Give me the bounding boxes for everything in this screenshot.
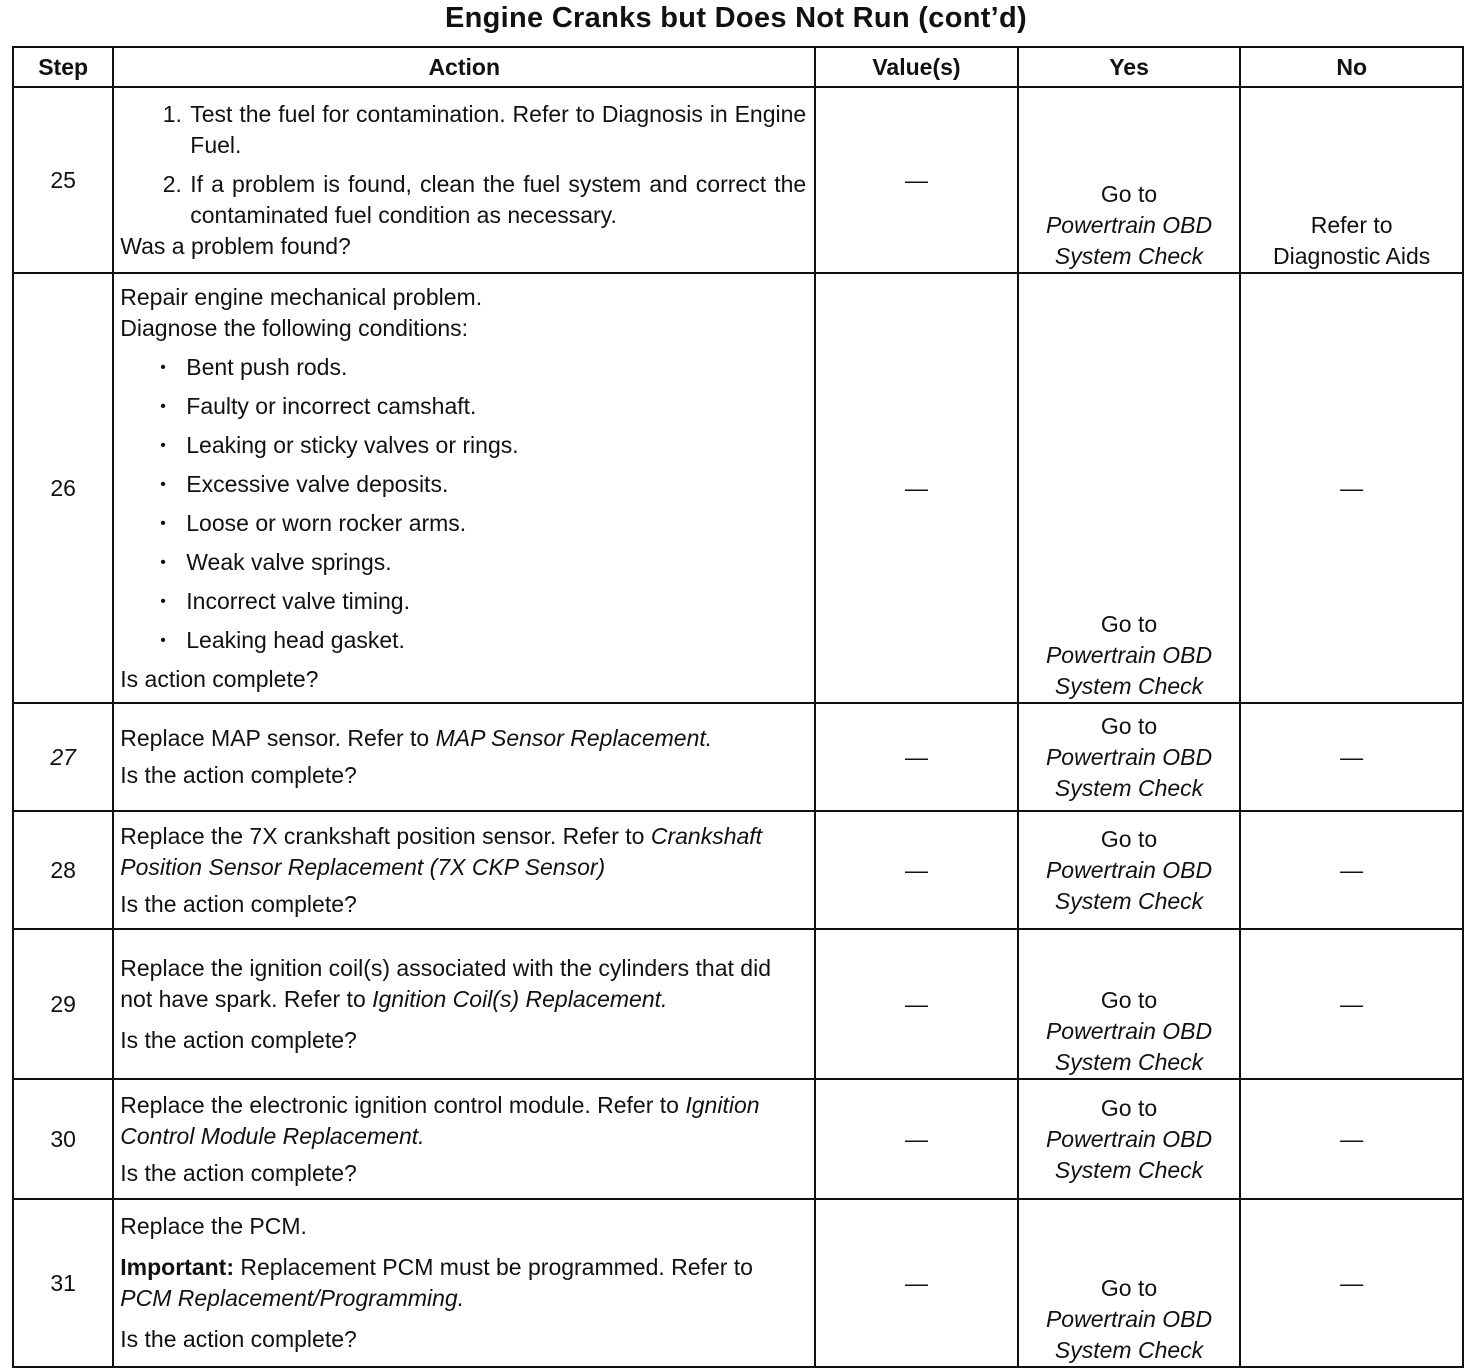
important-label: Important: bbox=[120, 1254, 234, 1280]
dash-value: — bbox=[1340, 474, 1364, 501]
yes-cell bbox=[1018, 1079, 1241, 1199]
action-steps-list bbox=[120, 99, 806, 231]
yes-link-line2[interactable]: System Check bbox=[1054, 887, 1204, 914]
action-reference-link[interactable]: MAP Sensor Replacement. bbox=[435, 725, 713, 751]
yes-cell bbox=[1018, 929, 1241, 1079]
step-number: 29 bbox=[13, 929, 113, 1079]
action-cell bbox=[113, 929, 815, 1079]
yes-link[interactable]: Powertrain OBD bbox=[1045, 1306, 1213, 1332]
yes-link[interactable]: Powertrain OBD bbox=[1045, 856, 1213, 883]
header-no: No bbox=[1240, 47, 1463, 87]
dash-value: — bbox=[1340, 1269, 1364, 1296]
action-text-plain: Replace the 7X crankshaft position sensor. Refer to bbox=[120, 822, 645, 849]
step-number: 27 bbox=[13, 703, 113, 811]
no-refer-to: Refer to bbox=[1310, 212, 1393, 238]
list-item: • Leaking head gasket. bbox=[186, 621, 806, 660]
no-cell bbox=[1240, 273, 1463, 703]
step-number: 26 bbox=[13, 273, 113, 703]
no-cell bbox=[1240, 1199, 1463, 1367]
action-cell bbox=[113, 87, 815, 273]
yes-link-line2[interactable]: System Check bbox=[1054, 1156, 1204, 1183]
yes-go-to: Go to bbox=[1100, 181, 1158, 207]
table-row bbox=[13, 929, 1463, 1079]
action-text-plain: Replace MAP sensor. Refer to bbox=[120, 725, 430, 751]
step-number: 25 bbox=[13, 87, 113, 273]
action-cell bbox=[113, 1199, 815, 1367]
yes-cell bbox=[1018, 811, 1241, 929]
action-reference-link[interactable]: Ignition Coil(s) Replacement. bbox=[372, 985, 668, 1012]
action-text bbox=[120, 1090, 806, 1152]
yes-go-to: Go to bbox=[1100, 712, 1158, 739]
dash-value: — bbox=[904, 1125, 928, 1152]
action-text-plain: Replace the electronic ignition control module. Refer to bbox=[120, 1091, 679, 1118]
dash-value: — bbox=[1340, 743, 1364, 770]
table-row bbox=[13, 811, 1463, 929]
value-cell bbox=[815, 929, 1018, 1079]
action-reference-link[interactable]: Ignition Control Module Replacement. bbox=[120, 1091, 760, 1149]
action-question: Is the action complete? bbox=[120, 1159, 357, 1186]
yes-link[interactable]: Powertrain OBD bbox=[1045, 1018, 1213, 1044]
action-text: Repair engine mechanical problem. bbox=[120, 283, 483, 310]
important-note bbox=[120, 1252, 806, 1314]
no-cell bbox=[1240, 703, 1463, 811]
action-question: Is the action complete? bbox=[120, 890, 357, 917]
action-question: Is the action complete? bbox=[120, 1326, 357, 1352]
yes-link-line2[interactable]: System Check bbox=[1054, 1337, 1204, 1363]
document-title: Engine Cranks but Does Not Run (cont’d) bbox=[444, 2, 1028, 34]
value-cell bbox=[815, 273, 1018, 703]
action-text bbox=[120, 723, 806, 754]
action-cell bbox=[113, 811, 815, 929]
action-text bbox=[120, 953, 806, 1015]
list-item: 1. Test the fuel for contamination. Refer to Diagnosis in Engine Fuel. bbox=[188, 99, 806, 161]
yes-cell bbox=[1018, 1199, 1241, 1367]
list-item: • Incorrect valve timing. bbox=[186, 582, 806, 621]
yes-go-to: Go to bbox=[1100, 987, 1158, 1013]
dash-value: — bbox=[904, 166, 928, 193]
dash-value: — bbox=[904, 474, 928, 501]
header-action: Action bbox=[113, 47, 815, 87]
action-question: Was a problem found? bbox=[120, 232, 351, 259]
table-header-row bbox=[13, 47, 1463, 87]
yes-link-line2[interactable]: System Check bbox=[1054, 774, 1204, 801]
list-item: • Loose or worn rocker arms. bbox=[186, 504, 806, 543]
table-row bbox=[13, 87, 1463, 273]
action-reference-link[interactable]: PCM Replacement/Programming. bbox=[120, 1285, 465, 1311]
value-cell bbox=[815, 87, 1018, 273]
yes-go-to: Go to bbox=[1100, 1275, 1158, 1301]
dash-value: — bbox=[1340, 856, 1364, 883]
table-row bbox=[13, 703, 1463, 811]
diagnostic-table bbox=[12, 46, 1464, 1368]
yes-link-line2[interactable]: System Check bbox=[1054, 243, 1204, 269]
yes-go-to: Go to bbox=[1100, 611, 1158, 637]
table-row bbox=[13, 1079, 1463, 1199]
value-cell bbox=[815, 703, 1018, 811]
yes-cell bbox=[1018, 273, 1241, 703]
yes-link-line2[interactable]: System Check bbox=[1054, 1049, 1204, 1075]
no-cell bbox=[1240, 1079, 1463, 1199]
no-cell bbox=[1240, 811, 1463, 929]
yes-cell bbox=[1018, 87, 1241, 273]
value-cell bbox=[815, 1079, 1018, 1199]
yes-link-line2[interactable]: System Check bbox=[1054, 673, 1204, 699]
list-item: • Faulty or incorrect camshaft. bbox=[186, 387, 806, 426]
table-row bbox=[13, 273, 1463, 703]
action-text: Replace the PCM. bbox=[120, 1213, 307, 1239]
dash-value: — bbox=[904, 856, 928, 883]
action-cell bbox=[113, 703, 815, 811]
dash-value: — bbox=[1340, 990, 1364, 1017]
action-question: Is action complete? bbox=[120, 665, 319, 692]
important-text: Replacement PCM must be programmed. Refer to bbox=[240, 1254, 753, 1280]
conditions-list bbox=[120, 348, 806, 660]
yes-link[interactable]: Powertrain OBD bbox=[1045, 1125, 1213, 1152]
list-item: • Excessive valve deposits. bbox=[186, 465, 806, 504]
header-step: Step bbox=[13, 47, 113, 87]
step-number: 31 bbox=[13, 1199, 113, 1367]
no-link[interactable]: Diagnostic Aids bbox=[1273, 243, 1431, 269]
header-yes: Yes bbox=[1018, 47, 1241, 87]
yes-link[interactable]: Powertrain OBD bbox=[1045, 743, 1213, 770]
dash-value: — bbox=[904, 1269, 928, 1296]
yes-link[interactable]: Powertrain OBD bbox=[1045, 212, 1213, 238]
value-cell bbox=[815, 811, 1018, 929]
yes-go-to: Go to bbox=[1100, 1094, 1158, 1121]
step-number: 28 bbox=[13, 811, 113, 929]
action-text bbox=[120, 821, 806, 883]
yes-go-to: Go to bbox=[1100, 825, 1158, 852]
value-cell bbox=[815, 1199, 1018, 1367]
header-values: Value(s) bbox=[815, 47, 1018, 87]
list-item: • Leaking or sticky valves or rings. bbox=[186, 426, 806, 465]
action-question: Is the action complete? bbox=[120, 762, 357, 788]
list-item: • Weak valve springs. bbox=[186, 543, 806, 582]
action-cell bbox=[113, 273, 815, 703]
step-number: 30 bbox=[13, 1079, 113, 1199]
yes-cell bbox=[1018, 703, 1241, 811]
action-reference-link[interactable]: Crankshaft Position Sensor Replacement (7X CKP Sensor) bbox=[120, 822, 763, 880]
dash-value: — bbox=[904, 743, 928, 770]
action-text: Diagnose the following conditions: bbox=[120, 314, 469, 341]
no-cell bbox=[1240, 929, 1463, 1079]
dash-value: — bbox=[1340, 1125, 1364, 1152]
dash-value: — bbox=[904, 990, 928, 1017]
action-question: Is the action complete? bbox=[120, 1026, 357, 1053]
action-text-plain: Replace the ignition coil(s) associated with the cylinders that did not have spark. Refer to bbox=[120, 954, 771, 1012]
table-row bbox=[13, 1199, 1463, 1367]
action-cell bbox=[113, 1079, 815, 1199]
yes-link[interactable]: Powertrain OBD bbox=[1045, 642, 1213, 668]
no-cell bbox=[1240, 87, 1463, 273]
list-item: 2. If a problem is found, clean the fuel system and correct the contaminated fuel condition as necessary. bbox=[188, 169, 806, 231]
list-item: • Bent push rods. bbox=[186, 348, 806, 387]
